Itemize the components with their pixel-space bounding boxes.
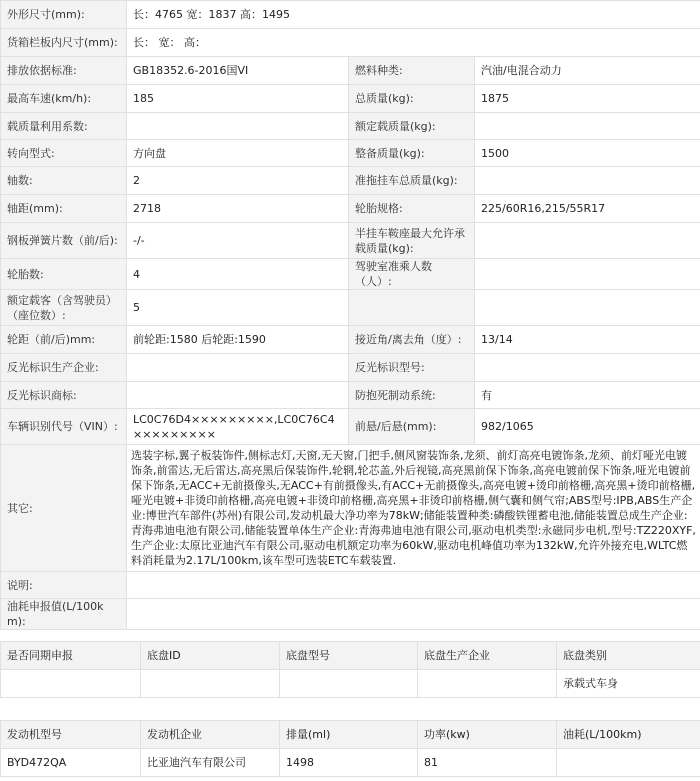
spec-row	[1, 445, 700, 572]
spec-row	[1, 223, 700, 259]
engine-cell: 81	[418, 749, 557, 777]
reflector-model-label: 反光标识型号:	[349, 354, 475, 382]
engine-header-row	[1, 721, 700, 749]
approach-departure-label: 接近角/离去角（度）:	[349, 326, 475, 354]
chassis-cell	[418, 670, 557, 698]
vin-label: 车辆识别代号（VIN）:	[1, 409, 127, 445]
chassis-header-row	[1, 642, 700, 670]
chassis-table	[0, 641, 700, 698]
chassis-header-cell: 底盘ID	[141, 642, 280, 670]
other-value: 选装字标,翼子板装饰件,侧标志灯,天窗,无天窗,门把手,侧风窗装饰条,龙须、前灯高亮电镀饰条,龙须、前灯哑光电镀饰条,前雷达,无后雷达,高亮黑后保装饰件,轮辋,轮芯盖,外后视镜,高亮黑前保下饰条,高亮电镀前保下饰条,哑光电镀前保下饰条,无ACC+无前摄像头,无ACC+有前摄像头,有ACC+无前摄像头,高亮电镀+烫印前格栅,高亮黑+烫印前格栅,哑光电镀+非烫印前格栅,高亮电镀+非烫印前格栅,高亮黑+非烫印前格栅,侧气囊和侧气帘;ABS型号:IPB,ABS生产企业:博世汽车部件(苏州)有限公司,发动机最大净功率为78kW;储能装置种类:磷酸铁锂蓄电池,储能装置总成生产企业:青海弗迪电池有限公司,储能装置单体生产企业:青海弗迪电池有限公司,驱动电机类型:永磁同步电机,型号:TZ220XYF,生产企业:太原比亚迪汽车有限公司,驱动电机额定功率为60kW,驱动电机峰值功率为132kW,允许外接充电,WLTC燃料消耗量为2.17L/100km,该车型可选装ETC车载装置.	[127, 445, 700, 572]
engine-cell: 比亚迪汽车有限公司	[141, 749, 280, 777]
engine-cell: BYD472QA	[1, 749, 141, 777]
engine-header-cell: 油耗(L/100km)	[557, 721, 700, 749]
axle-count-value: 2	[127, 167, 349, 195]
dimensions-label: 外形尺寸(mm):	[1, 1, 127, 29]
chassis-cell: 承载式车身	[557, 670, 700, 698]
passenger-capacity-label: 额定载客（含驾驶员）（座位数）:	[1, 290, 127, 326]
empty-label	[349, 290, 475, 326]
curb-weight-value: 1500	[475, 140, 700, 167]
spec-row	[1, 326, 700, 354]
chassis-header-cell: 底盘型号	[280, 642, 418, 670]
engine-header-cell: 功率(kw)	[418, 721, 557, 749]
reflector-model-value	[475, 354, 700, 382]
chassis-header-cell: 是否同期申报	[1, 642, 141, 670]
fuel-type-value: 汽油/电混合动力	[475, 57, 700, 85]
spec-row	[1, 167, 700, 195]
reflector-brand-value	[127, 382, 349, 409]
rated-load-value	[475, 113, 700, 140]
spec-row	[1, 85, 700, 113]
fuel-type-label: 燃料种类:	[349, 57, 475, 85]
track-width-label: 轮距（前/后)mm:	[1, 326, 127, 354]
note-label: 说明:	[1, 572, 127, 599]
reflector-brand-label: 反光标识商标:	[1, 382, 127, 409]
spec-row	[1, 195, 700, 223]
engine-header-cell: 排量(ml)	[280, 721, 418, 749]
reflector-maker-value	[127, 354, 349, 382]
engine-header-cell: 发动机企业	[141, 721, 280, 749]
empty-value	[475, 290, 700, 326]
fuel-consumption-value	[127, 599, 700, 630]
tire-count-value: 4	[127, 259, 349, 290]
tire-spec-value: 225/60R16,215/55R17	[475, 195, 700, 223]
leaf-spring-value: -/-	[127, 223, 349, 259]
chassis-data-row	[1, 670, 700, 698]
engine-cell: 1498	[280, 749, 418, 777]
chassis-cell	[280, 670, 418, 698]
spec-row	[1, 572, 700, 599]
engine-data-row	[1, 749, 700, 777]
spec-row	[1, 57, 700, 85]
overhang-value: 982/1065	[475, 409, 700, 445]
spec-row	[1, 1, 700, 29]
engine-table	[0, 720, 700, 777]
saddle-load-label: 半挂车鞍座最大允许承载质量(kg):	[349, 223, 475, 259]
max-speed-value: 185	[127, 85, 349, 113]
spec-row	[1, 354, 700, 382]
chassis-header-cell: 底盘类别	[557, 642, 700, 670]
load-factor-value	[127, 113, 349, 140]
spec-row	[1, 382, 700, 409]
chassis-cell	[1, 670, 141, 698]
fuel-consumption-label: 油耗申报值(L/100km):	[1, 599, 127, 630]
saddle-load-value	[475, 223, 700, 259]
track-width-value: 前轮距:1580 后轮距:1590	[127, 326, 349, 354]
overhang-label: 前悬/后悬(mm):	[349, 409, 475, 445]
curb-weight-label: 整备质量(kg):	[349, 140, 475, 167]
tire-spec-label: 轮胎规格:	[349, 195, 475, 223]
emission-standard-label: 排放依据标准:	[1, 57, 127, 85]
approach-departure-value: 13/14	[475, 326, 700, 354]
max-speed-label: 最高车速(km/h):	[1, 85, 127, 113]
wheelbase-value: 2718	[127, 195, 349, 223]
spec-row	[1, 599, 700, 630]
chassis-cell	[141, 670, 280, 698]
tire-count-label: 轮胎数:	[1, 259, 127, 290]
steering-type-label: 转向型式:	[1, 140, 127, 167]
trailer-mass-label: 准拖挂车总质量(kg):	[349, 167, 475, 195]
steering-type-value: 方向盘	[127, 140, 349, 167]
other-label: 其它:	[1, 445, 127, 572]
passenger-capacity-value: 5	[127, 290, 349, 326]
rated-load-label: 额定载质量(kg):	[349, 113, 475, 140]
note-value	[127, 572, 700, 599]
spec-row	[1, 140, 700, 167]
total-mass-value: 1875	[475, 85, 700, 113]
abs-value: 有	[475, 382, 700, 409]
spec-row	[1, 113, 700, 140]
leaf-spring-label: 钢板弹簧片数（前/后):	[1, 223, 127, 259]
load-factor-label: 载质量利用系数:	[1, 113, 127, 140]
cargo-box-label: 货箱栏板内尺寸(mm):	[1, 29, 127, 57]
wheelbase-label: 轴距(mm):	[1, 195, 127, 223]
cab-seats-label: 驾驶室准乘人数（人）:	[349, 259, 475, 290]
spec-row	[1, 409, 700, 445]
vin-value: LC0C76D4×××××××××,LC0C76C4×××××××××	[127, 409, 349, 445]
chassis-header-cell: 底盘生产企业	[418, 642, 557, 670]
reflector-maker-label: 反光标识生产企业:	[1, 354, 127, 382]
trailer-mass-value	[475, 167, 700, 195]
total-mass-label: 总质量(kg):	[349, 85, 475, 113]
axle-count-label: 轴数:	[1, 167, 127, 195]
abs-label: 防抱死制动系统:	[349, 382, 475, 409]
engine-cell	[557, 749, 700, 777]
cargo-box-value: 长： 宽： 高：	[127, 29, 700, 57]
cab-seats-value	[475, 259, 700, 290]
spec-row	[1, 29, 700, 57]
spec-row	[1, 290, 700, 326]
engine-header-cell: 发动机型号	[1, 721, 141, 749]
dimensions-value: 长：4765 宽：1837 高：1495	[127, 1, 700, 29]
emission-standard-value: GB18352.6-2016国VI	[127, 57, 349, 85]
spec-row	[1, 259, 700, 290]
